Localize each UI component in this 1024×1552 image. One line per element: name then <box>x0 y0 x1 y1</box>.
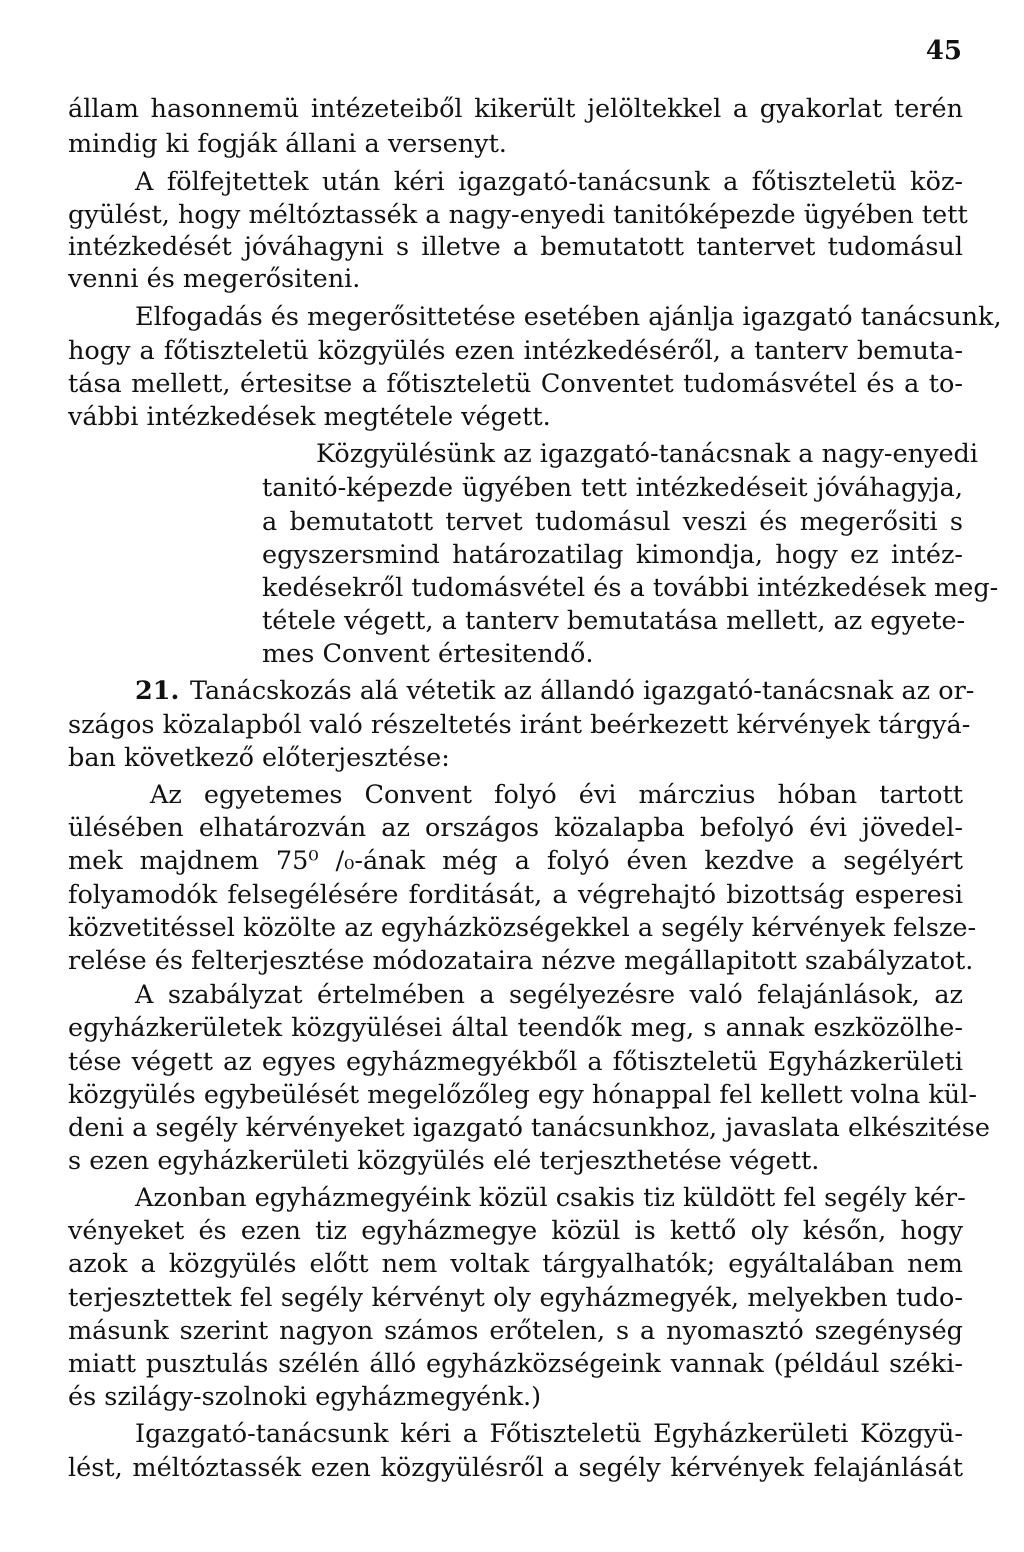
text-line: Elfogadás és megerősittetése esetében ajánlja igazgató tanácsunk, <box>135 302 1002 332</box>
page-number: 45 <box>925 36 962 66</box>
text-line: venni és megerősiteni. <box>68 264 361 294</box>
text-line: A szabályzat értelmében a segélyezésre való felajánlások, az <box>135 980 963 1010</box>
text-line: másunk szerint nagyon számos erőtelen, s a nyomasztó szegénység <box>68 1316 963 1346</box>
text-line: Az egyetemes Convent folyó évi márczius hóban tartott <box>150 780 963 810</box>
text-line: vábbi intézkedések megtétele végett. <box>68 402 551 432</box>
text-line: Tanácskozás alá vétetik az állandó igazgató-tanácsnak az or- <box>190 676 975 706</box>
resolution-line: a bemutatott tervet tudomásul veszi és megerősiti s <box>262 507 963 537</box>
section-number: 21. <box>135 676 180 706</box>
text-line: miatt pusztulás szélén álló egyházközségeink vannak (például széki- <box>68 1349 963 1379</box>
text-line: Azonban egyházmegyéink közül csakis tiz küldött fel segély kér- <box>135 1183 966 1213</box>
resolution-line: tétele végett, a tanterv bemutatása mellett, az egyete- <box>262 606 966 636</box>
text-line: tása mellett, értesitse a főtiszteletü Conventet tudomásvétel és a to- <box>68 369 963 399</box>
text-line: mindig ki fogják állani a versenyt. <box>68 129 507 159</box>
text-line: intézkedését jóváhagyni s illetve a bemutatott tantervet tudomásul <box>68 232 963 262</box>
resolution-line: mes Convent értesitendő. <box>262 639 594 669</box>
resolution-line: tanitó-képezde ügyében tett intézkedéseit jóváhagyja, <box>262 473 963 503</box>
text-line: ülésében elhatározván az országos közalapba befolyó évi jövedel- <box>68 813 963 843</box>
resolution-line: egyszersmind határozatilag kimondja, hogy ez intéz- <box>262 540 963 570</box>
text-line: szágos közalapból való részeltetés iránt beérkezett kérvények tárgyá- <box>68 710 971 740</box>
text-line: gyülést, hogy méltóztassék a nagy-enyedi tanitóképezde ügyében tett <box>68 200 968 230</box>
resolution-line: Közgyülésünk az igazgató-tanácsnak a nagy-enyedi <box>316 439 979 469</box>
text-line: közgyülés egybeülését megelőzőleg egy hónappal fel kellett volna kül- <box>68 1080 977 1110</box>
text-line: azok a közgyülés előtt nem voltak tárgyalhatók; egyáltalában nem <box>68 1249 963 1279</box>
resolution-line: kedésekről tudomásvétel és a további intézkedések meg- <box>262 573 999 603</box>
text-line: lést, méltóztassék ezen közgyülésről a segély kérvények felajánlását <box>68 1453 963 1483</box>
text-line: A fölfejtettek után kéri igazgató-tanácsunk a főtiszteletü köz- <box>135 167 963 197</box>
text-line: folyamodók felsegélésére forditását, a végrehajtó bizottság esperesi <box>68 880 963 910</box>
text-line: mek majdnem 75⁰ /₀-ának még a folyó éven kezdve a segélyért <box>68 846 963 876</box>
text-line: s ezen egyházkerületi közgyülés elé terjeszthetése végett. <box>68 1146 820 1176</box>
text-line: hogy a főtiszteletü közgyülés ezen intézkedéséről, a tanterv bemuta- <box>68 336 963 366</box>
text-line: állam hasonnemü intézeteiből kikerült jelöltekkel a gyakorlat terén <box>68 94 963 124</box>
text-line: deni a segély kérvényeket igazgató tanácsunkhoz, javaslata elkészitése <box>68 1113 990 1143</box>
text-line: és szilágy-szolnoki egyházmegyénk.) <box>68 1382 542 1412</box>
text-line: közvetitéssel közölte az egyházközségekkel a segély kérvények felsze- <box>68 913 977 943</box>
text-line: egyházkerületek közgyülései által teendők meg, s annak eszközölhe- <box>68 1013 963 1043</box>
text-line: vényeket és ezen tiz egyházmegye közül is kettő oly későn, hogy <box>68 1216 963 1246</box>
text-line: terjesztettek fel segély kérvényt oly egyházmegyék, melyekben tudo- <box>68 1283 963 1313</box>
text-line: relése és felterjesztése módozataira nézve megállapitott szabályzatot. <box>68 946 974 976</box>
text-line: ban következő előterjesztése: <box>68 743 450 773</box>
text-line: tése végett az egyes egyházmegyékből a főtiszteletü Egyházkerületi <box>68 1047 963 1077</box>
text-line: Igazgató-tanácsunk kéri a Főtiszteletü Egyházkerületi Közgyü- <box>135 1419 963 1449</box>
